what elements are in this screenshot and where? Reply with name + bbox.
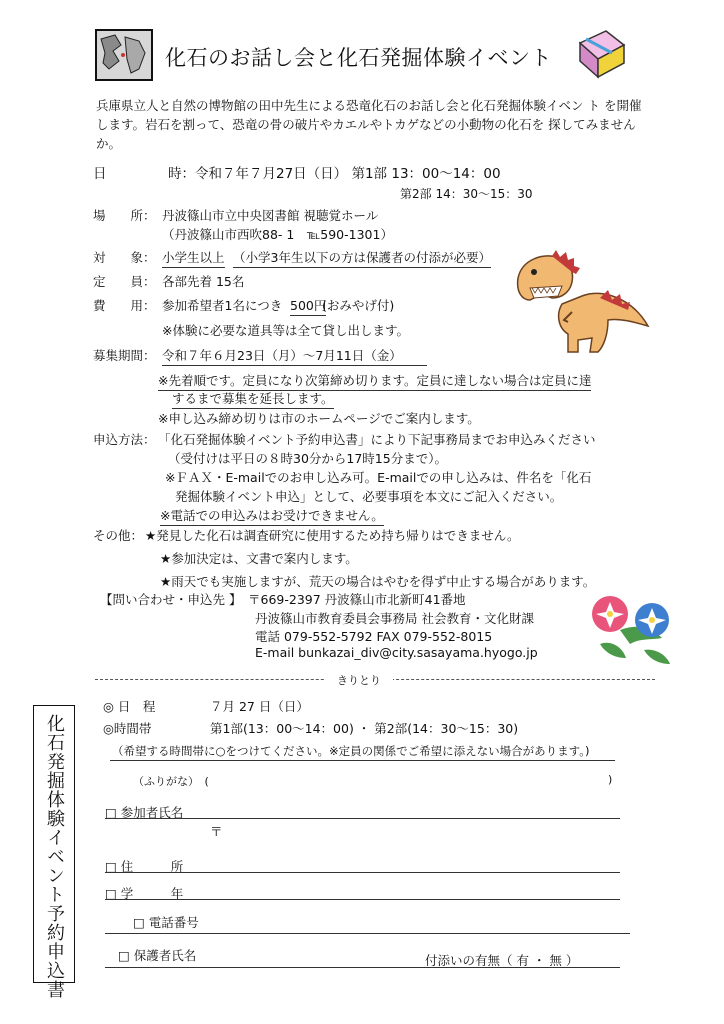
fee-value-b: 500円: [290, 296, 326, 316]
fee-note: ※体験に必要な道具等は全て貸し出します。: [162, 323, 409, 338]
form-time-label: ◎時間帯: [103, 721, 152, 736]
contact-label: 【問い合わせ・申込先 】: [100, 592, 242, 607]
place-address: （丹波篠山市西吹88- 1 ℡590-1301）: [162, 227, 393, 242]
name-field[interactable]: [105, 818, 620, 819]
target-value: 小学生以上: [162, 248, 225, 268]
period-label: 募集期間：: [93, 348, 156, 363]
furigana-close: ): [608, 773, 613, 786]
address-field[interactable]: [105, 872, 620, 873]
fee-value-a: 参加希望者1名につき: [162, 298, 283, 313]
form-date-label: ◎ 日 程: [103, 699, 156, 714]
capacity-value: 各部先着 15名: [162, 274, 245, 289]
other-1: ★発見した化石は調査研究に使用するため持ち帰りはできません。: [145, 528, 520, 543]
flower-icon: [580, 590, 680, 668]
period-note-1a: ※先着順です。定員になり次第締め切ります。定員に達しない場合は定員に達: [158, 371, 591, 391]
tel-label: □ 電話番号: [133, 915, 199, 930]
address-label: □ 住 所: [105, 859, 184, 874]
contact-postal: 〒669-2397 丹波篠山市北新町41番地: [248, 592, 466, 607]
other-2: ★参加決定は、文書で案内します。: [160, 551, 358, 566]
apply-value: 「化石発掘体験イベント予約申込書」により下記事務局までお申込みください: [158, 432, 596, 447]
dinosaur-icon: [512, 248, 652, 358]
other-3: ★雨天でも実施しますが、荒天の場合はやむを得ず中止する場合があります。: [160, 574, 596, 589]
period-note-2: ※申し込み締め切りは市のホームページでご案内します。: [158, 411, 480, 426]
place-value: 丹波篠山市立中央図書館 視聴覚ホール: [162, 208, 379, 223]
target-label: 対 象：: [93, 250, 156, 265]
grade-field[interactable]: [105, 899, 620, 900]
contact-email[interactable]: E-mail bunkazai_div@city.sasayama.hyogo.jp: [255, 645, 538, 660]
guardian-field[interactable]: [105, 967, 620, 968]
fee-value-c: (おみやげ付): [322, 298, 395, 313]
guardian-label: □ 保護者氏名: [118, 948, 197, 963]
cut-label: きりとり: [325, 672, 393, 688]
book-icon: [572, 27, 630, 81]
date-label: 日: [93, 166, 107, 182]
contact-phone: 電話 079-552-5792 FAX 079-552-8015: [255, 629, 493, 644]
form-side-title-box: [33, 705, 75, 999]
apply-fax-b: 発掘体験イベント申込」として、必要事項を本文にご記入ください。: [175, 489, 563, 504]
period-value: 令和７年６月23日（月）〜7月11日（金）: [162, 346, 427, 366]
date-part2: 第2部 14：30〜15：30: [400, 187, 533, 201]
apply-hours: （受付けは平日の８時30分から17時15分まで）。: [168, 451, 447, 466]
map-icon: [95, 29, 153, 81]
apply-label: 申込方法：: [93, 432, 156, 447]
intro-text: 兵庫県立人と自然の博物館の田中先生による恐竜化石のお話し会と化石発掘体験イベン ト を開催します。岩石を割って、恐竜の骨の破片やカエルやトカゲなどの小動物の化石を 探してみませんか。: [96, 98, 642, 151]
apply-fax-a: ※ＦＡＸ・E-mailでのお申し込み可。E-mailでの申し込みは、件名を「化石: [165, 470, 592, 485]
other-label: その他：: [93, 528, 144, 543]
contact-office: 丹波篠山市教育委員会事務局 社会教育・文化財課: [255, 611, 534, 626]
capacity-label: 定 員：: [93, 274, 156, 289]
page-title: 化石のお話し会と化石発掘体験イベント: [165, 46, 552, 70]
form-time-value[interactable]: 第1部(13：00〜14：00) ・ 第2部(14：30〜15：30): [210, 721, 519, 736]
period-note-1b: するまで募集を延長します。: [172, 389, 334, 409]
name-label: □ 参加者氏名: [105, 805, 184, 820]
postal-mark: 〒: [210, 824, 223, 839]
form-time-note: （希望する時間帯に○をつけてください。※定員の関係でご希望に添えない場合があります。): [112, 744, 590, 758]
furigana-label: （ふりがな） (: [133, 775, 209, 788]
place-label: 場 所：: [93, 208, 156, 223]
apply-phone: ※電話での申込みはお受けできません。: [160, 506, 384, 526]
fee-label: 費 用：: [93, 298, 156, 313]
form-date-value: ７月 27 日（日）: [210, 699, 309, 714]
date-value: 時：令和７年７月27日（日） 第1部 13：00〜14：00: [168, 166, 501, 182]
time-note-underline: [110, 760, 615, 761]
target-note: （小学3年生以下の方は保護者の付添が必要）: [233, 248, 491, 268]
tel-field[interactable]: [105, 933, 630, 934]
grade-label: □ 学 年: [105, 886, 184, 901]
guardian-attend[interactable]: 付添いの有無（ 有 ・ 無 ）: [425, 953, 579, 968]
form-side-title: 化石発掘体験イベント予約申込書: [44, 714, 65, 999]
